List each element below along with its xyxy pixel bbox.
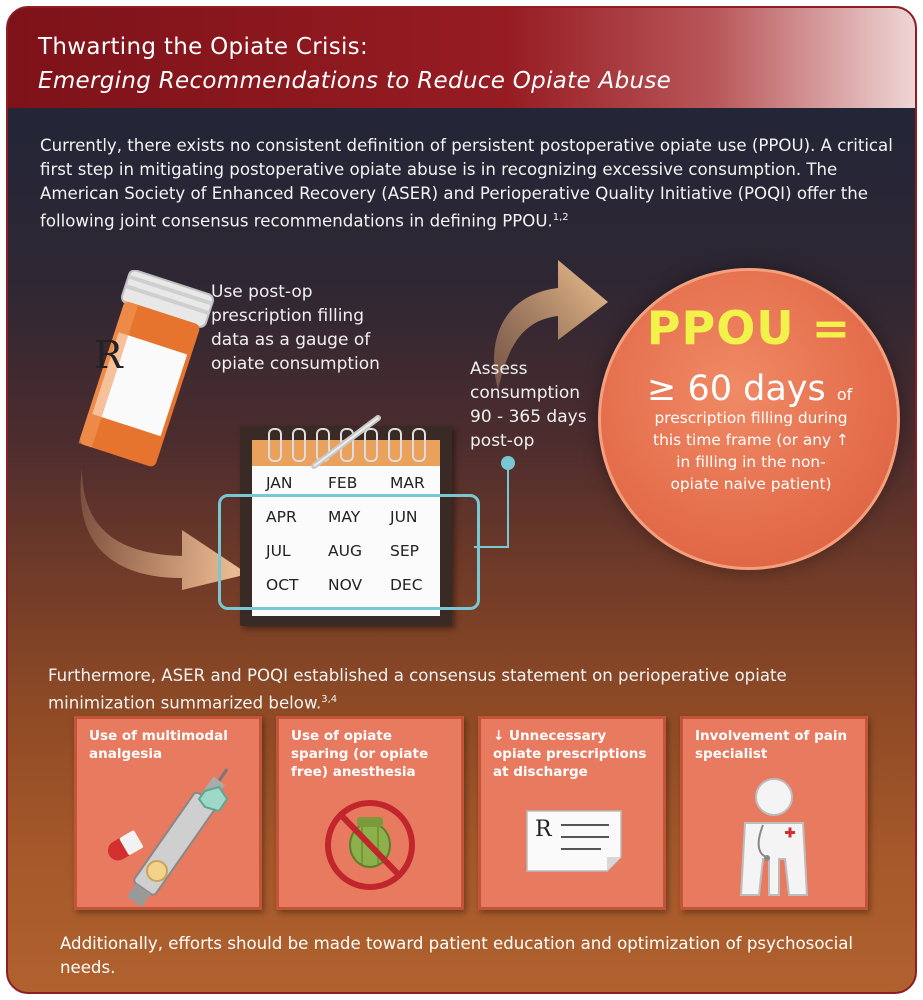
doctor-icon	[683, 719, 865, 907]
recommendation-card-prescriptions	[478, 716, 666, 910]
ppou-of: of	[836, 385, 853, 404]
pill-bottle-icon	[48, 270, 228, 470]
month-apr: APR	[266, 508, 297, 526]
pen-icon	[304, 414, 384, 474]
calendar-ring	[388, 428, 402, 462]
ppou-title: PPOU =	[646, 301, 852, 355]
month-dec: DEC	[390, 576, 423, 594]
ppou-days	[647, 369, 852, 409]
month-aug: AUG	[328, 542, 362, 560]
title-line-2: Emerging Recommendations to Reduce Opiate Abuse	[38, 68, 672, 94]
month-jul: JUL	[266, 542, 291, 560]
footer-note: Additionally, efforts should be made toward patient education and optimization of psychosocial needs.	[60, 934, 853, 977]
ppou-days-value: ≥ 60 days	[647, 369, 826, 409]
step2-line-2: consumption	[470, 383, 581, 403]
calendar-ring	[268, 428, 282, 462]
month-may: MAY	[328, 508, 361, 526]
ppou-desc-line-1: prescription filling during	[654, 409, 848, 427]
month-jun: JUN	[390, 508, 418, 526]
prescription-paper-icon	[481, 719, 663, 907]
month-jan: JAN	[266, 474, 293, 492]
connector-dot	[501, 456, 515, 470]
month-feb: FEB	[328, 474, 358, 492]
rx-label: R	[535, 817, 552, 842]
intro-text: Currently, there exists no consistent definition of persistent postoperative opiate use (PPOU). A critical first step in mitigating postoperative opiate abuse is in recognizing excessive consumption. The American Society of Enhanced Recovery (ASER) and Perioperative Quality Initiative (POQI) offer the following joint consensus recommendations in defining PPOU.	[40, 136, 893, 231]
medication-icon	[77, 719, 259, 907]
ppou-desc-line-3: in filling in the non-	[676, 453, 826, 471]
intro-ref: 1,2	[552, 212, 569, 223]
highlight-bracket	[218, 494, 480, 610]
step1-line-4: opiate consumption	[211, 354, 380, 374]
step1-line-3: data as a gauge of	[211, 330, 371, 350]
no-poppy-icon	[279, 719, 461, 907]
bracket-connector-vertical	[507, 464, 509, 548]
ppou-description	[631, 407, 871, 495]
infographic-frame	[6, 6, 917, 994]
card-label: Involvement of pain specialist	[695, 728, 848, 762]
ppou-desc-line-4: opiate naive patient)	[670, 475, 832, 493]
title-line-1: Thwarting the Opiate Crisis:	[38, 34, 369, 60]
step2-line-3: 90 - 365 days	[470, 407, 587, 427]
ppou-desc-line-2: this time frame (or any ↑	[653, 431, 849, 449]
recommendation-card-opiate-sparing	[276, 716, 464, 910]
recommendation-card-pain-specialist	[680, 716, 868, 910]
month-oct: OCT	[266, 576, 299, 594]
consensus-ref: 3,4	[321, 694, 338, 705]
calendar-ring	[412, 428, 426, 462]
consensus-paragraph	[48, 664, 898, 716]
step2-line-1: Assess	[470, 359, 528, 379]
ppou-definition-circle	[598, 268, 900, 570]
consensus-text: Furthermore, ASER and POQI established a consensus statement on perioperative opiate minimization summarized below.	[48, 666, 787, 713]
intro-paragraph	[40, 134, 900, 234]
bracket-connector	[474, 546, 508, 548]
month-sep: SEP	[390, 542, 419, 560]
month-nov: NOV	[328, 576, 363, 594]
month-mar: MAR	[390, 474, 425, 492]
step2-line-4: post-op	[470, 431, 535, 451]
bottle-rx-label: R	[94, 333, 123, 377]
card-label: Use of opiate sparing (or opiate free) anesthesia	[291, 728, 429, 780]
recommendation-card-multimodal	[74, 716, 262, 910]
card-label: ↓ Unnecessary opiate prescriptions at discharge	[493, 728, 647, 780]
card-label: Use of multimodal analgesia	[89, 728, 228, 762]
step1-line-1: Use post-op	[211, 282, 313, 302]
header-banner	[8, 8, 915, 108]
step1-line-2: prescription filling	[211, 306, 364, 326]
